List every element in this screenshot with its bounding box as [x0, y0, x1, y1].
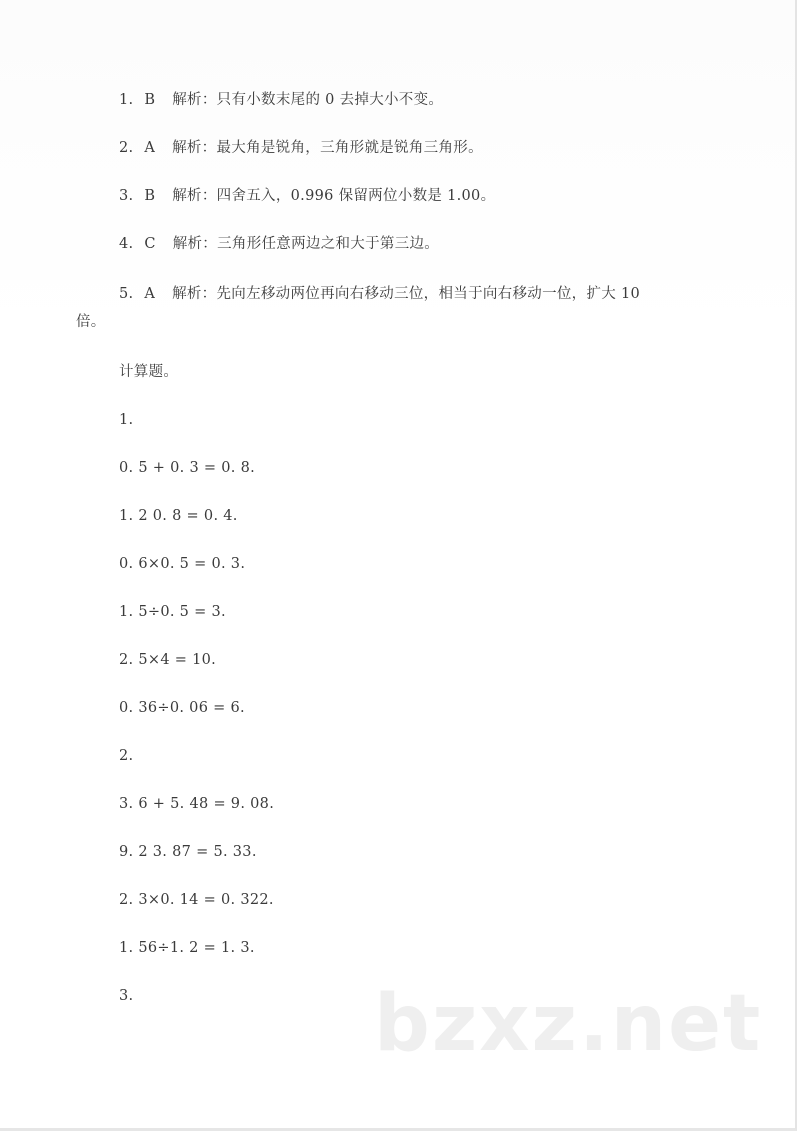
group-label-1: 1.	[119, 412, 134, 428]
answer-choice: A	[144, 286, 156, 302]
answer-number: 4.	[119, 236, 134, 252]
answer-number: 5.	[119, 286, 134, 302]
answer-5	[119, 284, 640, 304]
analysis-text: 只有小数末尾的 0 去掉大小不变。	[216, 92, 444, 108]
watermark: bzxz.net	[374, 979, 763, 1069]
analysis-label: 解析：	[172, 236, 218, 252]
analysis-text: 先向左移动两位再向右移动三位，相当于向右移动一位，扩大 10	[216, 286, 641, 302]
answer-number: 3.	[119, 188, 134, 204]
equation: 0. 6×0. 5 = 0. 3.	[119, 556, 246, 572]
group-label-3: 3.	[119, 988, 134, 1004]
analysis-label: 解析：	[172, 286, 217, 302]
analysis-text: 最大角是锐角，三角形就是锐角三角形。	[216, 140, 483, 156]
analysis-label: 解析：	[172, 140, 217, 156]
equation: 2. 3×0. 14 = 0. 322.	[119, 892, 274, 908]
answer-choice: B	[144, 188, 156, 204]
answer-2	[119, 138, 483, 158]
analysis-label: 解析：	[172, 188, 217, 204]
analysis-label: 解析：	[172, 92, 217, 108]
equation: 0. 36÷0. 06 = 6.	[119, 700, 245, 716]
answer-number: 2.	[119, 140, 134, 156]
equation: 3. 6 + 5. 48 = 9. 08.	[119, 796, 275, 812]
answer-choice: C	[144, 236, 156, 252]
equation: 2. 5×4 = 10.	[119, 652, 217, 668]
equation: 1. 2 0. 8 = 0. 4.	[119, 508, 238, 524]
equation: 1. 5÷0. 5 = 3.	[119, 604, 226, 620]
answer-3	[119, 186, 495, 206]
equation: 1. 56÷1. 2 = 1. 3.	[119, 940, 255, 956]
analysis-text: 三角形任意两边之和大于第三边。	[217, 236, 440, 252]
answer-choice: A	[144, 140, 156, 156]
group-label-2: 2.	[119, 748, 134, 764]
answer-5-continuation: 倍。	[76, 314, 106, 330]
answer-choice: B	[144, 92, 156, 108]
answer-4	[119, 234, 439, 254]
answer-number: 1.	[119, 92, 134, 108]
section-title: 计算题。	[119, 364, 179, 380]
equation: 0. 5 + 0. 3 = 0. 8.	[119, 460, 256, 476]
analysis-text: 四舍五入，0.996 保留两位小数是 1.00。	[216, 188, 496, 204]
answer-1	[119, 90, 443, 110]
equation: 9. 2 3. 87 = 5. 33.	[119, 844, 257, 860]
